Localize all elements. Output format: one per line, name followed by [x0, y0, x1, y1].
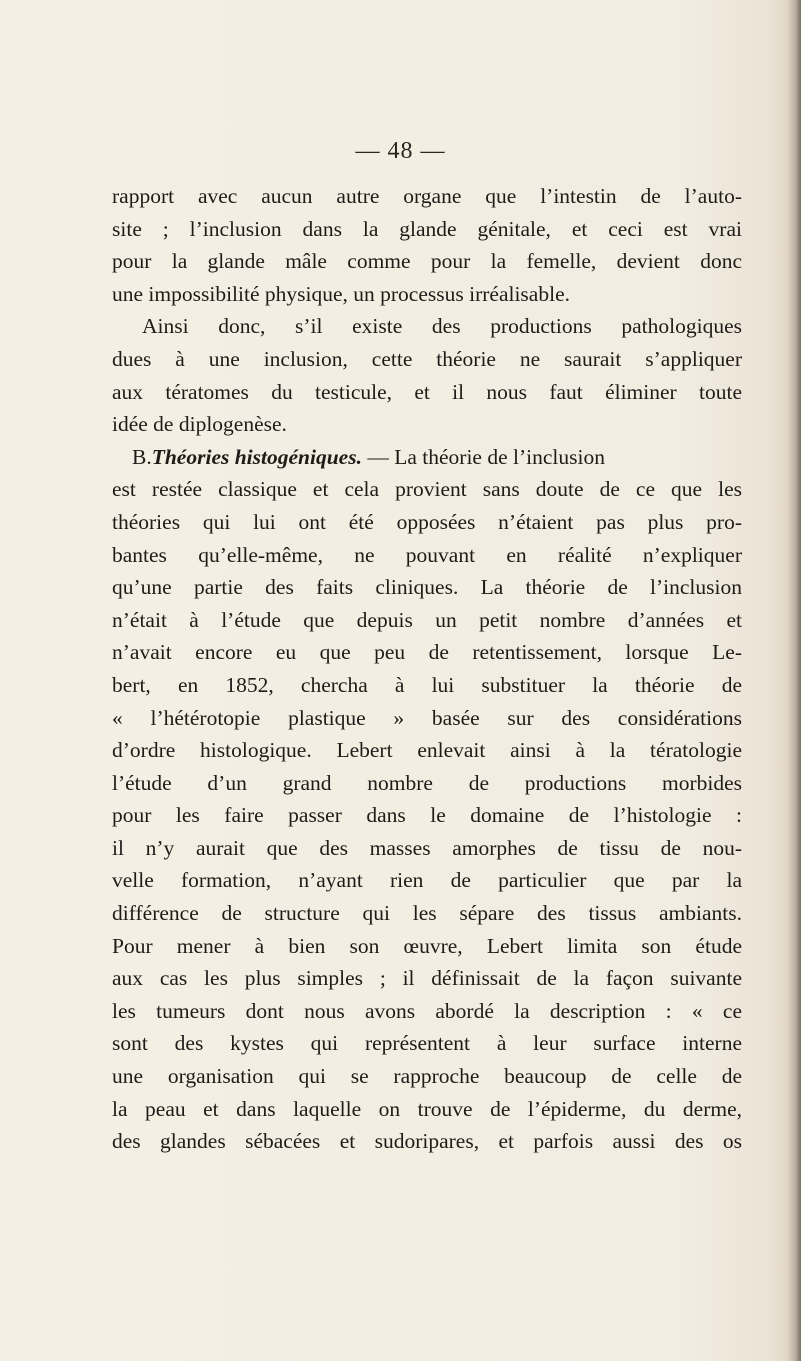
- text-line: « l’hétérotopie plastique » basée sur des considérations: [112, 705, 742, 730]
- text-line: pour les faire passer dans le domaine de l’histologie :: [112, 803, 742, 828]
- section-letter: B.: [132, 444, 152, 469]
- text-line: bert, en 1852, chercha à lui substituer la théorie de: [112, 672, 742, 697]
- text-line: aux cas les plus simples ; il définissait de la façon suivante: [112, 966, 742, 991]
- text-line: une impossibilité physique, un processus irréalisable.: [112, 281, 570, 306]
- section-heading-line: [112, 441, 742, 474]
- text-line: une organisation qui se rapproche beaucoup de celle de: [112, 1064, 742, 1089]
- text-line: Pour mener à bien son œuvre, Lebert limita son étude: [112, 933, 742, 958]
- text-line: est restée classique et cela provient sans doute de ce que les: [112, 477, 742, 502]
- text-line: dues à une inclusion, cette théorie ne saurait s’appliquer: [112, 346, 742, 371]
- text-line: velle formation, n’ayant rien de particulier que par la: [112, 868, 742, 893]
- text-line: pour la glande mâle comme pour la femelle, devient donc: [112, 249, 742, 274]
- page-edge-shadow: [787, 0, 801, 1361]
- section-title: Théories histogéniques.: [151, 444, 362, 469]
- text-line: d’ordre histologique. Lebert enlevait ainsi à la tératologie: [112, 738, 742, 763]
- text-line: il n’y aurait que des masses amorphes de tissu de nou-: [112, 835, 742, 860]
- text-line: n’avait encore eu que peu de retentissement, lorsque Le-: [112, 640, 742, 665]
- text-line: idée de diplogenèse.: [112, 412, 287, 437]
- text-line: aux tératomes du testicule, et il nous faut éliminer toute: [112, 379, 742, 404]
- page-number: — 48 —: [355, 138, 446, 164]
- section-heading-rest: — La théorie de l’inclusion: [361, 444, 605, 469]
- text-line: qu’une partie des faits cliniques. La théorie de l’inclusion: [112, 575, 742, 600]
- text-line: théories qui lui ont été opposées n’étaient pas plus pro-: [112, 509, 742, 534]
- text-line: la peau et dans laquelle on trouve de l’épiderme, du derme,: [112, 1096, 742, 1121]
- text-line: site ; l’inclusion dans la glande génitale, et ceci est vrai: [112, 216, 742, 241]
- text-line: différence de structure qui les sépare des tissus ambiants.: [112, 901, 742, 926]
- text-line: sont des kystes qui représentent à leur surface interne: [112, 1031, 742, 1056]
- text-line: l’étude d’un grand nombre de productions morbides: [112, 770, 742, 795]
- text-line: n’était à l’étude que depuis un petit nombre d’années et: [112, 607, 742, 632]
- text-line: bantes qu’elle-même, ne pouvant en réalité n’expliquer: [112, 542, 742, 567]
- body-text: [112, 180, 742, 1158]
- text-line: des glandes sébacées et sudoripares, et parfois aussi des os: [112, 1129, 742, 1154]
- text-line: Ainsi donc, s’il existe des productions pathologiques: [142, 314, 742, 339]
- text-line: les tumeurs dont nous avons abordé la description : « ce: [112, 998, 742, 1023]
- text-line: rapport avec aucun autre organe que l’intestin de l’auto-: [112, 184, 742, 208]
